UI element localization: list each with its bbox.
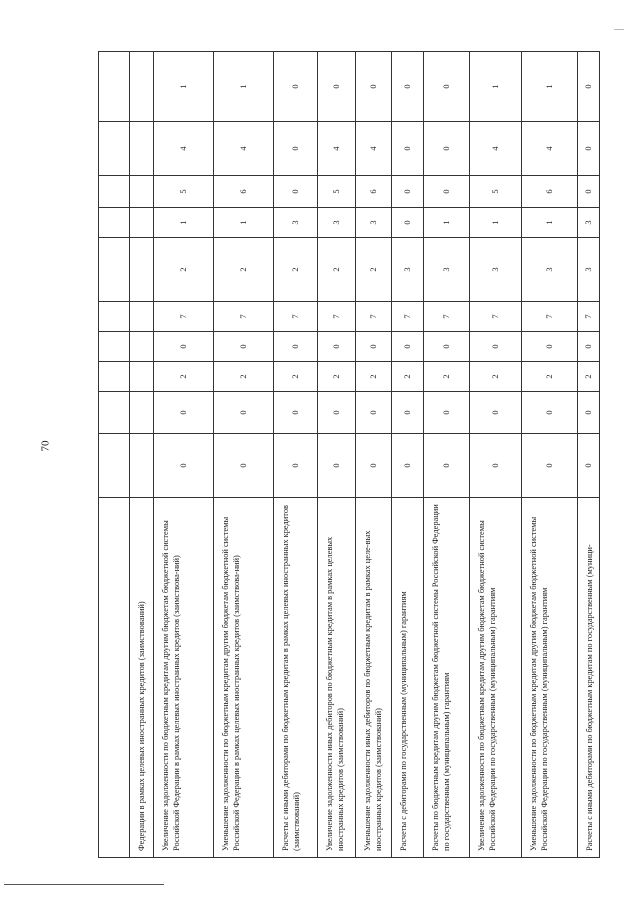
table-row (318, 52, 356, 858)
code-digit-cell: 0 (578, 434, 600, 498)
code-digit-cell: 0 (154, 332, 214, 362)
code-digit-cell: 2 (274, 238, 318, 302)
code-digit-cell: 7 (522, 302, 578, 332)
code-digit-cell: 2 (392, 362, 424, 392)
code-digit-cell: 3 (522, 238, 578, 302)
table-row (578, 52, 600, 858)
code-digit-cell: 0 (470, 434, 522, 498)
code-digit-cell: 0 (392, 208, 424, 238)
top-cell (99, 362, 130, 392)
table-row (130, 52, 154, 858)
code-digit-cell: 0 (424, 332, 470, 362)
code-digit-cell: 0 (356, 332, 392, 362)
code-digit-cell: 7 (356, 302, 392, 332)
code-digit-cell: 0 (274, 392, 318, 434)
row-name: Уменьшение задолженности по бюджетным кредитам другим бюджетам бюджетной системы Российской Федерации в рамках целевых иностранных кредитов (заимствова-ний) (214, 498, 274, 858)
code-digit-cell: 2 (470, 362, 522, 392)
code-digit-cell: 0 (392, 176, 424, 208)
code-digit-cell: 4 (470, 122, 522, 176)
code-digit-cell: 0 (318, 52, 356, 122)
code-digit-cell: 2 (356, 238, 392, 302)
code-digit-cell (130, 176, 154, 208)
code-digit-cell: 6 (356, 176, 392, 208)
code-digit-cell: 0 (318, 434, 356, 498)
code-digit-cell (130, 238, 154, 302)
top-cell (99, 52, 130, 122)
row-name: Уменьшение задолженности по бюджетным кредитам другим бюджетам бюджетной системы Российской Федерации по государственным (муниципальным) гарантиям (522, 498, 578, 858)
row-name: Увеличение задолженности по бюджетным кредитам другим бюджетам бюджетной системы Российской Федерации по государственным (муниципальным) гарантиям (470, 498, 522, 858)
code-digit-cell: 0 (424, 176, 470, 208)
code-digit-cell: 4 (318, 122, 356, 176)
code-digit-cell: 1 (214, 52, 274, 122)
code-digit-cell: 0 (274, 122, 318, 176)
code-digit-cell: 0 (470, 392, 522, 434)
code-digit-cell: 0 (356, 52, 392, 122)
code-digit-cell: 0 (274, 176, 318, 208)
code-digit-cell: 0 (522, 332, 578, 362)
code-digit-cell: 2 (318, 238, 356, 302)
code-digit-cell: 0 (356, 392, 392, 434)
code-digit-cell: 3 (392, 238, 424, 302)
code-digit-cell: 0 (214, 434, 274, 498)
row-name: Расчеты по бюджетным кредитам другим бюджетам бюджетной системы Российской Федерации по государственным (муниципальным) гарантиям (424, 498, 470, 858)
row-name: Расчеты с иными дебиторами по бюджетным кредитам по государственным (муници- (578, 498, 600, 858)
code-digit-cell: 7 (154, 302, 214, 332)
code-digit-cell: 4 (356, 122, 392, 176)
code-digit-cell: 2 (214, 362, 274, 392)
code-digit-cell: 1 (470, 52, 522, 122)
table-row (522, 52, 578, 858)
rotated-table-frame (98, 52, 598, 858)
code-digit-cell: 0 (318, 392, 356, 434)
code-digit-cell: 5 (470, 176, 522, 208)
code-digit-cell: 0 (392, 122, 424, 176)
code-digit-cell: 0 (214, 392, 274, 434)
table-row (392, 52, 424, 858)
code-digit-cell: 2 (274, 362, 318, 392)
page-number: 70 (39, 440, 52, 452)
code-digit-cell: 2 (318, 362, 356, 392)
code-digit-cell: 2 (214, 238, 274, 302)
table-row (470, 52, 522, 858)
code-digit-cell: 2 (154, 238, 214, 302)
code-digit-cell: 1 (154, 208, 214, 238)
row-name: Расчеты с дебиторами по государственным (муниципальным) гарантиям (392, 498, 424, 858)
code-digit-cell: 3 (318, 208, 356, 238)
code-digit-cell: 2 (154, 362, 214, 392)
code-digit-cell: 2 (578, 362, 600, 392)
code-digit-cell (130, 52, 154, 122)
code-digit-cell: 7 (470, 302, 522, 332)
code-digit-cell: 0 (522, 434, 578, 498)
row-name: Увеличение задолженности по бюджетным кредитам другим бюджетам бюджетной системы Российской Федерации в рамках целевых иностранных кредитов (заимствова-ний) (154, 498, 214, 858)
row-name: Увеличение задолженности иных дебиторов по бюджетным кредитам в рамках целевых иностранных кредитов (заимствований) (318, 498, 356, 858)
code-digit-cell: 1 (470, 208, 522, 238)
code-digit-cell: 0 (274, 332, 318, 362)
top-cell (99, 208, 130, 238)
code-digit-cell: 0 (578, 122, 600, 176)
code-digit-cell: 0 (274, 52, 318, 122)
code-digit-cell: 7 (214, 302, 274, 332)
code-digit-cell (130, 332, 154, 362)
top-cell (99, 176, 130, 208)
code-digit-cell: 0 (154, 434, 214, 498)
code-digit-cell: 0 (522, 392, 578, 434)
code-digit-cell (130, 434, 154, 498)
code-digit-cell: 1 (424, 208, 470, 238)
code-digit-cell: 0 (578, 332, 600, 362)
code-digit-cell: 0 (424, 392, 470, 434)
code-digit-cell: 0 (274, 434, 318, 498)
row-name: Расчеты с иными дебиторами по бюджетным кредитам в рамках целевых иностранных кредитов (заимствований) (274, 498, 318, 858)
footnote-rule (4, 884, 164, 885)
code-digit-cell: 0 (392, 332, 424, 362)
code-digit-cell: 0 (578, 392, 600, 434)
scan-mark (614, 29, 624, 30)
top-cell (99, 332, 130, 362)
top-cell (99, 302, 130, 332)
code-digit-cell: 1 (522, 208, 578, 238)
code-digit-cell: 0 (578, 52, 600, 122)
top-cell (99, 392, 130, 434)
top-cell (99, 498, 130, 858)
code-digit-cell: 0 (424, 52, 470, 122)
code-digit-cell: 0 (392, 52, 424, 122)
table-row (274, 52, 318, 858)
table-row (214, 52, 274, 858)
code-digit-cell: 1 (522, 52, 578, 122)
code-digit-cell: 0 (424, 122, 470, 176)
code-digit-cell: 7 (424, 302, 470, 332)
top-cell (99, 122, 130, 176)
code-digit-cell (130, 208, 154, 238)
code-digit-cell: 7 (274, 302, 318, 332)
code-digit-cell: 2 (522, 362, 578, 392)
code-digit-cell: 7 (578, 302, 600, 332)
table-row (356, 52, 392, 858)
code-digit-cell: 0 (392, 392, 424, 434)
code-digit-cell: 2 (424, 362, 470, 392)
code-digit-cell: 0 (578, 176, 600, 208)
code-digit-cell (130, 392, 154, 434)
code-digit-cell: 4 (154, 122, 214, 176)
code-digit-cell: 0 (154, 392, 214, 434)
code-digit-cell: 3 (274, 208, 318, 238)
code-digit-cell: 0 (356, 434, 392, 498)
code-digit-cell: 3 (470, 238, 522, 302)
code-digit-cell: 1 (154, 52, 214, 122)
code-digit-cell: 3 (356, 208, 392, 238)
code-digit-cell: 7 (392, 302, 424, 332)
code-digit-cell: 4 (214, 122, 274, 176)
code-digit-cell: 2 (356, 362, 392, 392)
code-digit-cell: 0 (392, 434, 424, 498)
code-digit-cell: 5 (154, 176, 214, 208)
code-digit-cell: 1 (214, 208, 274, 238)
code-digit-cell: 0 (318, 332, 356, 362)
code-digit-cell: 3 (424, 238, 470, 302)
code-digit-cell: 3 (578, 208, 600, 238)
code-digit-cell: 6 (214, 176, 274, 208)
budget-classification-table (98, 51, 600, 858)
code-digit-cell: 3 (578, 238, 600, 302)
top-cell (99, 434, 130, 498)
code-digit-cell: 0 (470, 332, 522, 362)
code-digit-cell: 4 (522, 122, 578, 176)
code-digit-cell (130, 362, 154, 392)
code-digit-cell (130, 302, 154, 332)
code-digit-cell (130, 122, 154, 176)
table-top-row (99, 52, 130, 858)
table-row (424, 52, 470, 858)
row-name: Уменьшение задолженности иных дебиторов по бюджетным кредитам в рамках целе-вых иностранных кредитов (заимствований) (356, 498, 392, 858)
code-digit-cell: 7 (318, 302, 356, 332)
table-row (154, 52, 214, 858)
code-digit-cell: 0 (214, 332, 274, 362)
code-digit-cell: 0 (424, 434, 470, 498)
code-digit-cell: 5 (318, 176, 356, 208)
row-name: Федерации в рамках целевых иностранных кредитов (заимствований) (130, 498, 154, 858)
code-digit-cell: 6 (522, 176, 578, 208)
top-cell (99, 238, 130, 302)
